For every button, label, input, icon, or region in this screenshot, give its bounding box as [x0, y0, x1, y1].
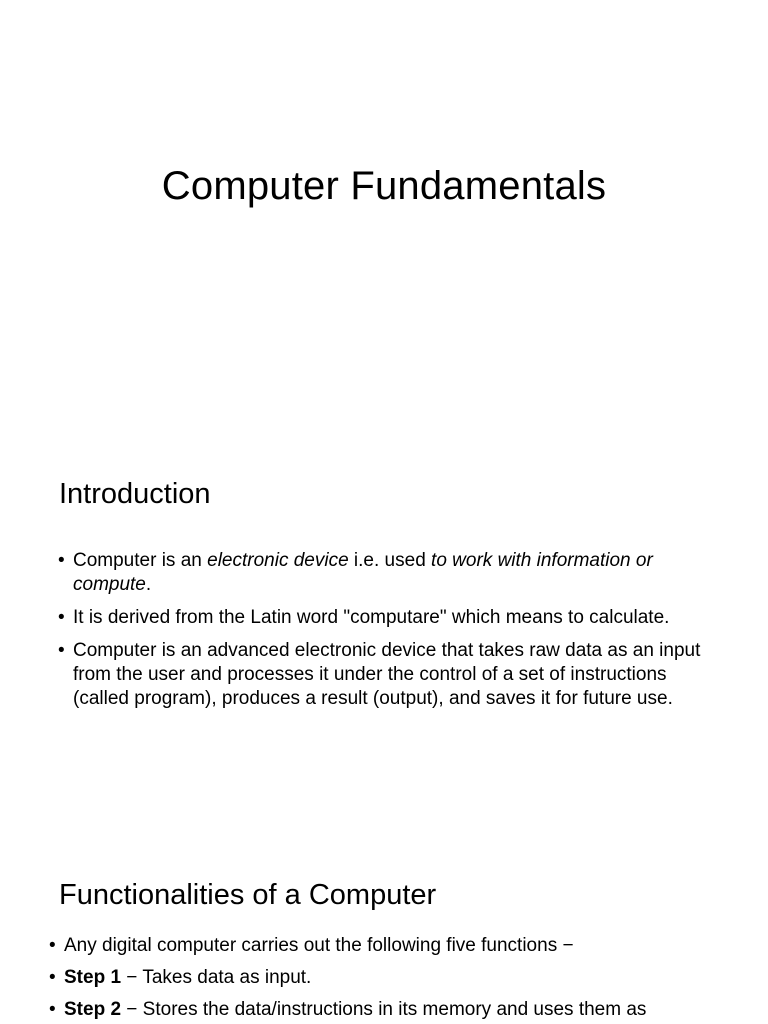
step-text: − Stores the data/instructions in its memory and uses them as [121, 999, 647, 1020]
bullet-icon: • [58, 607, 65, 628]
bullet-icon: • [49, 935, 56, 956]
bullet-icon: • [49, 967, 56, 988]
bullet-text: It is derived from the Latin word "computare" which means to calculate. [73, 607, 670, 628]
title-slide [0, 0, 768, 432]
bullet-item [46, 966, 736, 990]
bullet-text-part: . [145, 574, 152, 595]
introduction-heading: Introduction [59, 478, 211, 510]
bullet-item [55, 639, 715, 711]
bullet-item [55, 549, 715, 597]
step-text: − Takes data as input. [121, 967, 312, 988]
bullet-text: Computer is an advanced electronic device that takes raw data as an input from the user and processes it under the control of a set of instructions (called program), produces a result (output), and saves it for future use. [73, 640, 701, 709]
bullet-item [55, 606, 715, 630]
bullet-item [46, 998, 736, 1022]
bullet-icon: • [58, 640, 65, 661]
bullet-text-italic: electronic device [207, 550, 349, 571]
bullet-icon: • [58, 550, 65, 571]
bullet-text-italic: to work with information or compute [73, 550, 653, 595]
functionalities-heading: Functionalities of a Computer [59, 879, 437, 911]
step-label: Step 1 [64, 967, 122, 988]
introduction-bullet-list [55, 549, 715, 720]
bullet-text-part: i.e. used [348, 550, 432, 571]
bullet-text: Any digital computer carries out the following five functions − [64, 935, 574, 956]
step-label: Step 2 [64, 999, 122, 1020]
bullet-icon: • [49, 999, 56, 1020]
functionalities-bullet-list [46, 934, 736, 1024]
presentation-title: Computer Fundamentals [161, 164, 607, 208]
bullet-item [46, 934, 736, 958]
functionalities-slide [0, 864, 768, 1024]
introduction-slide [0, 432, 768, 864]
bullet-text-part: Computer is an [73, 550, 208, 571]
